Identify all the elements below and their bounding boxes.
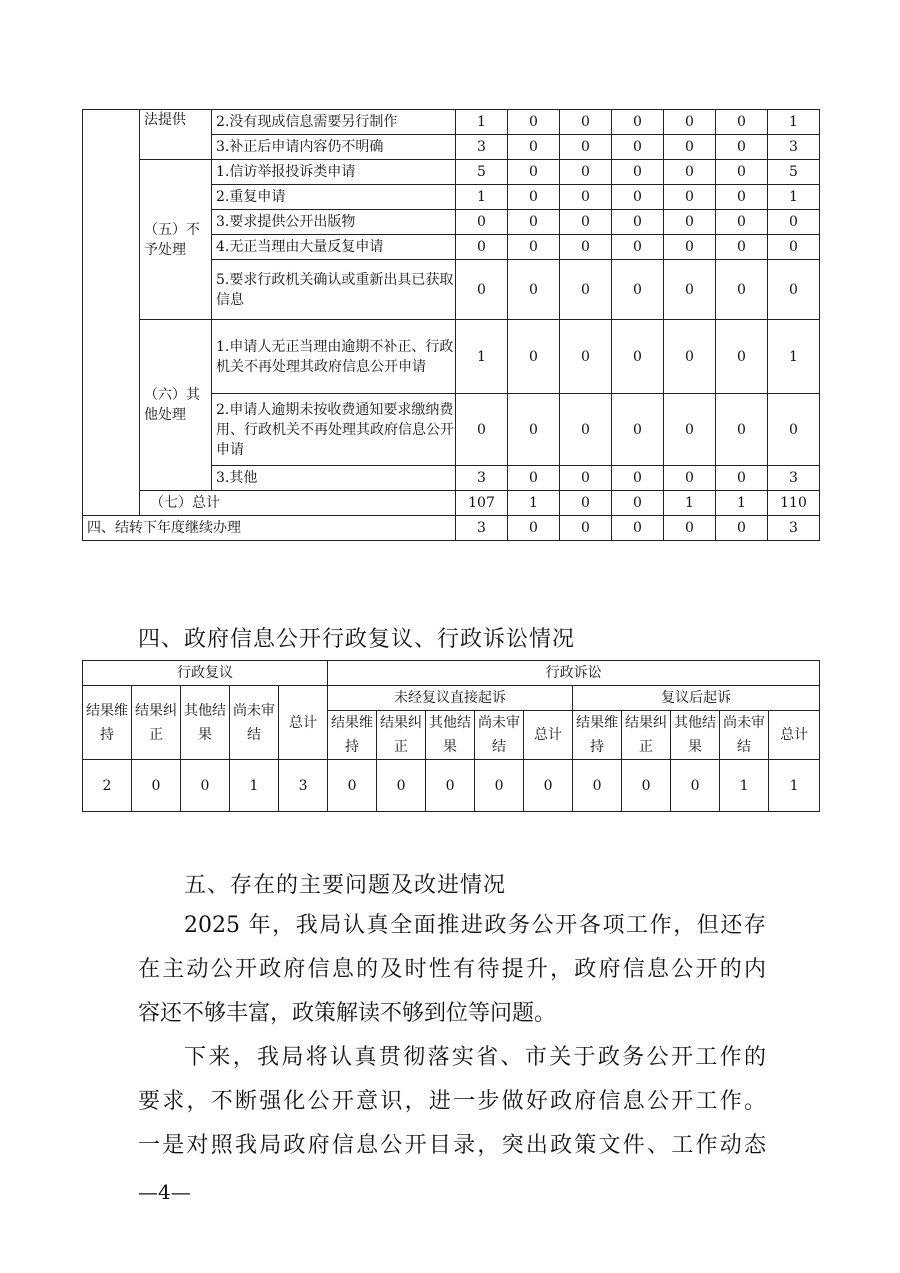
value-cell: 0	[456, 235, 508, 260]
value-cell: 1	[768, 185, 820, 210]
after-col-label: 结果纠正	[622, 711, 671, 760]
review-values-cell: 0	[181, 760, 230, 812]
category-cell: （六）其他处理	[140, 320, 212, 491]
direct-values-cell: 0	[377, 760, 426, 812]
value-cell: 0	[560, 394, 612, 466]
item-label: 3.补正后申请内容仍不明确	[212, 135, 456, 160]
carry-over-value-cell: 0	[612, 516, 664, 541]
total-value-cell: 1	[716, 491, 768, 516]
value-cell: 0	[716, 260, 768, 320]
value-cell: 0	[716, 210, 768, 235]
value-cell: 0	[716, 135, 768, 160]
handling-results-table	[82, 109, 820, 541]
value-cell: 0	[560, 185, 612, 210]
value-cell: 0	[508, 135, 560, 160]
value-cell: 0	[768, 394, 820, 466]
value-cell: 0	[612, 135, 664, 160]
value-cell: 0	[508, 260, 560, 320]
value-cell: 0	[612, 160, 664, 185]
value-cell: 0	[508, 394, 560, 466]
direct-values-cell: 0	[426, 760, 475, 812]
page-number: —4—	[138, 1180, 191, 1204]
handling-results-body	[83, 110, 820, 541]
item-label: 3.要求提供公开出版物	[212, 210, 456, 235]
after-col-label: 尚未审结	[720, 711, 769, 760]
value-cell: 0	[664, 160, 716, 185]
total-label: （七）总计	[140, 491, 456, 516]
review-col-label: 尚未审结	[230, 686, 279, 760]
category-cell: （五）不予处理	[140, 160, 212, 320]
item-label: 2.重复申请	[212, 185, 456, 210]
item-label: 1.申请人无正当理由逾期不补正、行政机关不再处理其政府信息公开申请	[212, 320, 456, 394]
paragraph-line-6: 一是对照我局政府信息公开目录，突出政策文件、工作动态	[138, 1133, 766, 1158]
value-cell: 3	[768, 466, 820, 491]
value-cell: 0	[560, 160, 612, 185]
direct-col-label: 结果纠正	[377, 711, 426, 760]
review-col-label: 总计	[279, 686, 328, 760]
value-cell: 0	[612, 210, 664, 235]
after-values-cell: 0	[573, 760, 622, 812]
value-cell: 0	[664, 320, 716, 394]
value-cell: 0	[768, 260, 820, 320]
item-label: 3.其他	[212, 466, 456, 491]
review-litigation-table	[82, 660, 820, 812]
after-col-label: 其他结果	[671, 711, 720, 760]
value-cell: 0	[508, 185, 560, 210]
value-cell: 1	[456, 110, 508, 135]
value-cell: 0	[664, 235, 716, 260]
value-cell: 0	[664, 110, 716, 135]
value-cell: 0	[612, 260, 664, 320]
after-col-label: 总计	[769, 711, 820, 760]
value-cell: 1	[768, 110, 820, 135]
direct-values-cell: 0	[475, 760, 524, 812]
value-cell: 0	[768, 210, 820, 235]
value-cell: 1	[768, 320, 820, 394]
value-cell: 0	[716, 110, 768, 135]
direct-col-label: 总计	[524, 711, 573, 760]
review-values-cell: 2	[83, 760, 132, 812]
value-cell: 0	[664, 466, 716, 491]
value-cell: 0	[612, 110, 664, 135]
direct-col-label: 其他结果	[426, 711, 475, 760]
carry-over-value-cell: 0	[560, 516, 612, 541]
value-cell: 0	[716, 394, 768, 466]
value-cell: 0	[508, 466, 560, 491]
total-value-cell: 107	[456, 491, 508, 516]
value-cell: 0	[716, 185, 768, 210]
carry-over-label: 四、结转下年度继续办理	[83, 516, 456, 541]
value-cell: 0	[560, 135, 612, 160]
direct-values-cell: 0	[328, 760, 377, 812]
value-cell: 0	[612, 394, 664, 466]
total-value-cell: 110	[768, 491, 820, 516]
carry-over-value-cell: 0	[716, 516, 768, 541]
value-cell: 0	[560, 260, 612, 320]
section-5-title: 五、存在的主要问题及改进情况	[184, 873, 507, 898]
review-values-cell: 1	[230, 760, 279, 812]
value-cell: 0	[664, 210, 716, 235]
total-value-cell: 1	[664, 491, 716, 516]
after-values-cell: 1	[720, 760, 769, 812]
review-col-label: 结果维持	[83, 686, 132, 760]
item-label: 2.没有现成信息需要另行制作	[212, 110, 456, 135]
litigation-header: 行政诉讼	[328, 661, 820, 686]
value-cell: 0	[456, 394, 508, 466]
paragraph-line-5: 要求，不断强化公开意识，进一步做好政府信息公开工作。	[138, 1089, 766, 1114]
direct-col-label: 尚未审结	[475, 711, 524, 760]
value-cell: 5	[768, 160, 820, 185]
value-cell: 0	[716, 235, 768, 260]
value-cell: 0	[612, 320, 664, 394]
value-cell: 0	[456, 260, 508, 320]
carry-over-value-cell: 3	[768, 516, 820, 541]
paragraph-line-3: 容还不够丰富，政策解读不够到位等问题。	[138, 1001, 557, 1026]
value-cell: 0	[664, 394, 716, 466]
value-cell: 0	[508, 210, 560, 235]
value-cell: 0	[560, 235, 612, 260]
value-cell: 0	[508, 110, 560, 135]
item-label: 5.要求行政机关确认或重新出具已获取信息	[212, 260, 456, 320]
after-values-cell: 0	[622, 760, 671, 812]
after-values-cell: 0	[671, 760, 720, 812]
value-cell: 5	[456, 160, 508, 185]
item-label: 4.无正当理由大量反复申请	[212, 235, 456, 260]
value-cell: 0	[560, 320, 612, 394]
value-cell: 0	[768, 235, 820, 260]
section-4-title: 四、政府信息公开行政复议、行政诉讼情况	[138, 627, 576, 652]
review-values-cell: 0	[132, 760, 181, 812]
value-cell: 0	[664, 185, 716, 210]
category-cell: 法提供	[140, 110, 212, 160]
value-cell: 0	[560, 466, 612, 491]
value-cell: 0	[716, 320, 768, 394]
carry-over-value-cell: 3	[456, 516, 508, 541]
after-col-label: 结果维持	[573, 711, 622, 760]
value-cell: 3	[768, 135, 820, 160]
value-cell: 1	[456, 320, 508, 394]
value-cell: 1	[456, 185, 508, 210]
value-cell: 0	[560, 110, 612, 135]
paragraph-line-4: 下来，我局将认真贯彻落实省、市关于政务公开工作的	[184, 1045, 766, 1070]
review-header: 行政复议	[83, 661, 328, 686]
review-col-label: 结果纠正	[132, 686, 181, 760]
total-value-cell: 0	[560, 491, 612, 516]
carry-over-value-cell: 0	[508, 516, 560, 541]
carry-over-value-cell: 0	[664, 516, 716, 541]
after-review-header: 复议后起诉	[573, 686, 820, 711]
value-cell: 0	[664, 260, 716, 320]
value-cell: 0	[508, 320, 560, 394]
paragraph-line-1: 2025 年，我局认真全面推进政务公开各项工作，但还存	[184, 913, 766, 938]
direct-suit-header: 未经复议直接起诉	[328, 686, 573, 711]
value-cell: 0	[612, 466, 664, 491]
value-cell: 0	[508, 160, 560, 185]
value-cell: 0	[612, 185, 664, 210]
outer-category-cell	[83, 110, 140, 516]
total-value-cell: 0	[612, 491, 664, 516]
value-cell: 3	[456, 135, 508, 160]
review-values-cell: 3	[279, 760, 328, 812]
after-values-cell: 1	[769, 760, 820, 812]
value-cell: 0	[716, 160, 768, 185]
value-cell: 0	[664, 135, 716, 160]
value-cell: 0	[560, 210, 612, 235]
item-label: 2.申请人逾期未按收费通知要求缴纳费用、行政机关不再处理其政府信息公开申请	[212, 394, 456, 466]
total-value-cell: 1	[508, 491, 560, 516]
direct-col-label: 结果维持	[328, 711, 377, 760]
item-label: 1.信访举报投诉类申请	[212, 160, 456, 185]
value-cell: 0	[612, 235, 664, 260]
value-cell: 0	[508, 235, 560, 260]
direct-values-cell: 0	[524, 760, 573, 812]
review-col-label: 其他结果	[181, 686, 230, 760]
value-cell: 0	[456, 210, 508, 235]
paragraph-line-2: 在主动公开政府信息的及时性有待提升，政府信息公开的内	[138, 957, 766, 982]
value-cell: 3	[456, 466, 508, 491]
value-cell: 0	[716, 466, 768, 491]
